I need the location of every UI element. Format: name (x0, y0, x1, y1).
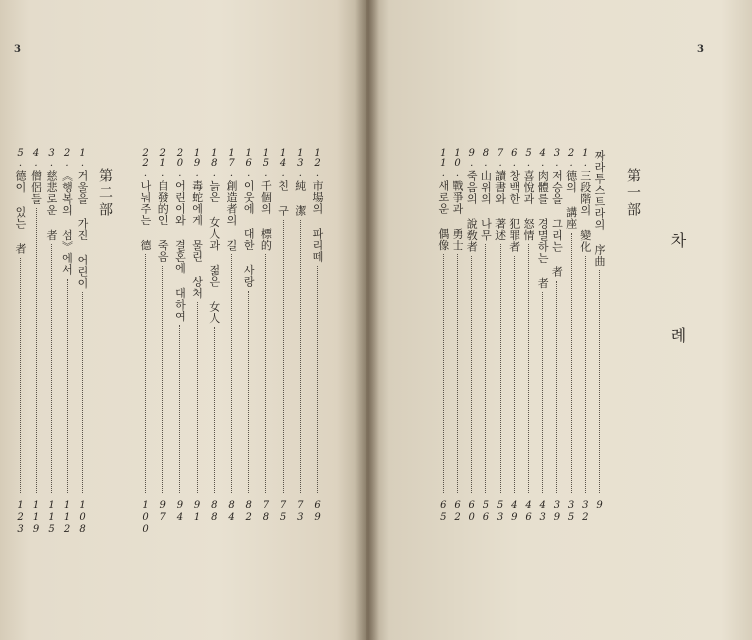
toc-entry-title: 純 潔 (293, 180, 307, 217)
toc-entry-number: 17. (226, 148, 237, 178)
toc-entry-title: 짜라투스트라의 序曲 (593, 150, 606, 267)
leader-dots (179, 325, 180, 493)
toc-entry-title: 거울을 가진 어린이 (76, 170, 89, 289)
toc-entry (61, 148, 74, 496)
leader-dots (471, 256, 472, 494)
toc-entry (242, 148, 255, 496)
book-gutter (355, 0, 379, 640)
toc-entry (508, 148, 521, 496)
leader-dots (162, 266, 163, 494)
toc-entry-page: 123 (15, 500, 26, 536)
toc-entry-title: 죽음의 說敎者 (465, 170, 479, 253)
toc-entry (593, 148, 606, 496)
toc-entry-number: 4. (30, 148, 42, 168)
toc-entry-number: 18. (208, 148, 220, 178)
toc-entry-page: 119 (30, 500, 42, 536)
toc-entry-page: 56 (480, 500, 492, 524)
toc-entry (522, 148, 535, 496)
toc-entry (437, 148, 450, 496)
toc-entry-page: 112 (61, 500, 73, 536)
leader-dots (36, 208, 37, 494)
leader-dots (485, 244, 486, 493)
leader-dots (214, 327, 215, 493)
toc-entry-page: 97 (157, 500, 169, 524)
toc-entry (30, 148, 43, 496)
leader-dots (283, 220, 284, 494)
leader-dots (317, 266, 318, 494)
toc-entry-page: 115 (46, 500, 57, 536)
toc-entry-number: 1. (579, 148, 591, 168)
toc-entry (208, 148, 221, 496)
leader-dots (500, 244, 501, 493)
toc-entry-number: 4. (537, 148, 549, 168)
toc-entry-number: 15. (260, 148, 272, 178)
toc-entry-title: 肉體를 경멸하는 者 (536, 170, 550, 289)
toc-entry-number: 9. (466, 148, 478, 168)
leader-dots (231, 254, 232, 493)
toc-entry-number: 2. (61, 148, 73, 168)
toc-entry-title: 저승을 그리는 者 (550, 170, 564, 278)
leader-dots (443, 254, 444, 493)
toc-entry-page: 46 (523, 500, 534, 524)
toc-entry-number: 8. (480, 148, 492, 168)
toc-entry-page: 9 (594, 500, 605, 512)
toc-entry-title: 친 구 (276, 180, 290, 217)
toc-entry-page: 84 (226, 500, 237, 524)
toc-entry-page: 94 (174, 500, 186, 524)
toc-entry-page: 100 (140, 500, 151, 536)
toc-entry-number: 16. (243, 148, 255, 178)
right-page-number: 3 (697, 44, 704, 55)
leader-dots (514, 256, 515, 494)
toc-entry-page: 65 (437, 500, 449, 524)
toc-entry-title: 市場의 파리떼 (311, 180, 324, 263)
toc-entry-title: 自發的인 죽음 (156, 180, 170, 263)
toc-entry-page: 75 (277, 500, 289, 524)
toc-entry (45, 148, 58, 496)
toc-entry-number: 3. (551, 148, 563, 168)
toc-entry-title: 늙은 女人과 젊은 女人 (207, 180, 221, 324)
toc-entry-number: 2. (565, 148, 577, 168)
toc-entry (225, 148, 238, 496)
toc-entry (550, 148, 563, 496)
leader-dots (300, 220, 301, 494)
toc-entry (191, 148, 204, 496)
toc-entry (294, 148, 307, 496)
leader-dots (556, 281, 557, 494)
toc-entry (451, 148, 464, 496)
toc-entry (14, 148, 27, 496)
toc-entry-title: 僧侶들 (29, 170, 43, 205)
toc-entry (173, 148, 186, 496)
toc-entry-number: 20. (174, 148, 186, 178)
toc-entry (277, 148, 290, 496)
toc-entry-title: 戰爭과 勇士 (451, 180, 464, 251)
left-page-number: 3 (14, 44, 21, 55)
toc-entry-page: 43 (537, 500, 549, 524)
leader-dots (457, 254, 458, 493)
toc-entry-page: 32 (579, 500, 591, 524)
toc-entry-title: 나눠주는 德 (139, 180, 152, 251)
leader-dots (67, 279, 68, 494)
toc-heading: 차 례 (668, 232, 687, 373)
toc-entry-number: 5. (523, 148, 534, 168)
toc-entry-title: 毒蛇에게 물린 상처 (190, 180, 204, 299)
toc-entry-title: 三段階의 變化 (578, 170, 592, 253)
toc-entry-number: 10. (452, 148, 463, 178)
toc-entry-title: 이웃에 대한 사랑 (242, 180, 256, 288)
leader-dots (542, 292, 543, 493)
part-two-title: 第二部 (97, 168, 113, 219)
toc-entry (565, 148, 578, 496)
leader-dots (265, 254, 266, 493)
toc-entry-page: 49 (508, 500, 520, 524)
toc-entry (579, 148, 592, 496)
toc-entry-number: 5. (15, 148, 26, 168)
toc-entry-page: 78 (260, 500, 272, 524)
toc-entry-page: 82 (243, 500, 255, 524)
toc-entry-number: 19. (191, 148, 203, 178)
toc-entry-number: 13. (294, 148, 306, 178)
toc-entry-page: 108 (77, 500, 88, 536)
toc-entry (139, 148, 152, 496)
leader-dots (528, 244, 529, 493)
toc-entry-number: 7. (494, 148, 506, 168)
toc-entry (494, 148, 507, 496)
leader-dots (145, 254, 146, 493)
toc-entry-page: 53 (494, 500, 506, 524)
toc-entry-title: 讀書와 著述 (493, 170, 507, 241)
toc-entry-page: 35 (565, 500, 577, 524)
toc-entry-page: 39 (551, 500, 563, 524)
toc-entry (259, 148, 272, 496)
leader-dots (571, 233, 572, 494)
toc-entry (465, 148, 478, 496)
leader-dots (197, 302, 198, 493)
toc-entry-title: 德의 講座 (564, 170, 578, 230)
toc-entry-title: 새로운 偶像 (436, 180, 450, 251)
toc-entry-page: 88 (208, 500, 220, 524)
leader-dots (599, 270, 600, 493)
toc-entry-title: 慈悲로운 者 (45, 170, 58, 241)
part-one-title: 第一部 (625, 168, 641, 219)
toc-entry-number: 6. (508, 148, 520, 168)
toc-entry-number: 3. (46, 148, 57, 168)
leader-dots (585, 256, 586, 494)
toc-entry-title: 《행복의 섬》에서 (60, 170, 74, 276)
toc-entry-number: 11. (437, 148, 449, 178)
toc-entry-title: 創造者의 길 (225, 180, 238, 251)
toc-entry-number: 14. (277, 148, 289, 178)
toc-entry-page: 69 (312, 500, 323, 524)
toc-entry (76, 148, 89, 496)
leader-dots (51, 244, 52, 493)
toc-entry (311, 148, 324, 496)
leader-dots (248, 291, 249, 494)
toc-entry-title: 창백한 犯罪者 (507, 170, 521, 253)
leader-dots (20, 258, 21, 494)
toc-entry-title: 千個의 標的 (259, 180, 273, 251)
toc-entry-number: 12. (312, 148, 323, 178)
toc-entry-title: 山위의 나무 (479, 170, 493, 241)
toc-entry-page: 73 (294, 500, 306, 524)
toc-entry-title: 德이 있는 者 (14, 170, 27, 255)
toc-entry-page: 91 (191, 500, 203, 524)
toc-entry (536, 148, 549, 496)
toc-entry-page: 60 (466, 500, 478, 524)
toc-entry-number: 22. (140, 148, 151, 178)
toc-entry (156, 148, 169, 496)
toc-entry-page: 62 (452, 500, 463, 524)
toc-entry (479, 148, 492, 496)
leader-dots (82, 292, 83, 493)
toc-entry-title: 어린이와 결혼에 대하여 (173, 180, 187, 322)
toc-entry-number: 1. (77, 148, 88, 168)
toc-entry-title: 喜悅과 怒情 (522, 170, 535, 241)
toc-entry-number: 21. (157, 148, 169, 178)
